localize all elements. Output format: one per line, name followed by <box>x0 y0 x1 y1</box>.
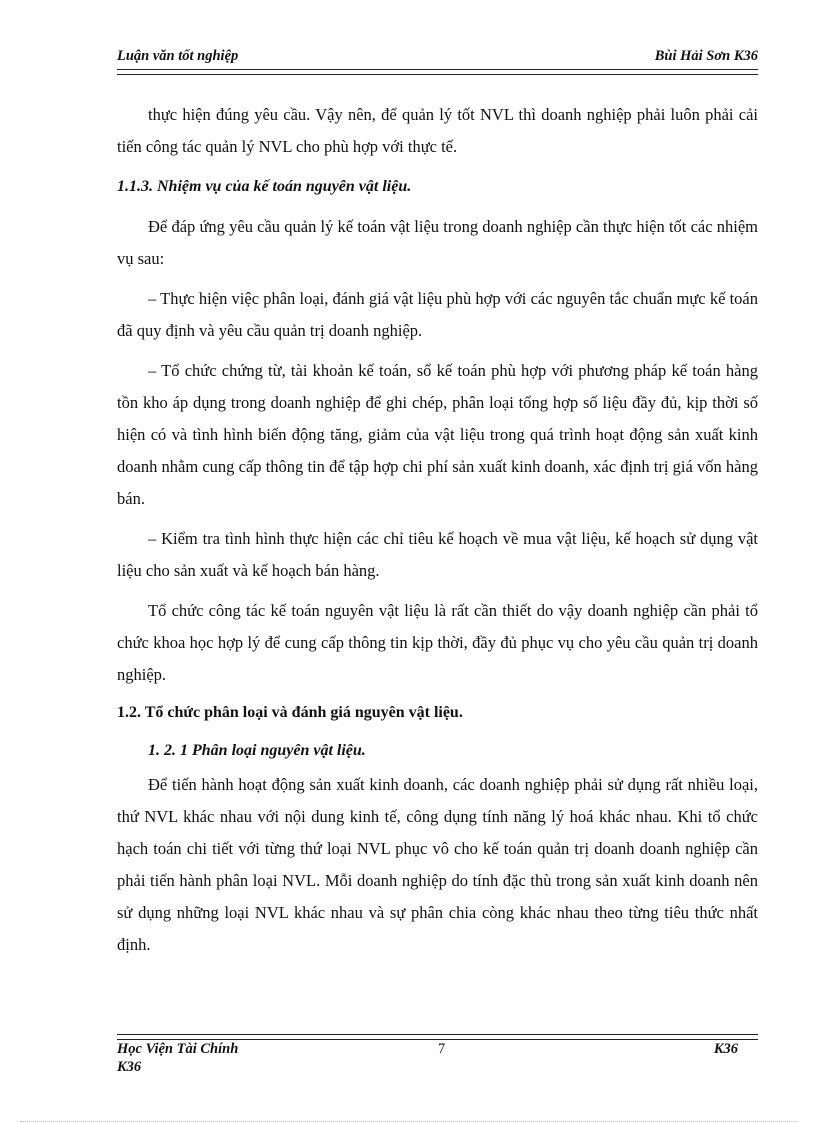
task-item-inspect: – Kiểm tra tình hình thực hiện các chỉ tiêu kế hoạch về mua vật liệu, kế hoạch sử dụng vật liệu cho sản xuất và kế hoạch bán hàng. <box>117 529 758 580</box>
paragraph-intro-tasks: Để đáp ứng yêu cầu quản lý kế toán vật liệu trong doanh nghiệp cần thực hiện tốt các nhiệm vụ sau: <box>117 217 758 268</box>
footer-institution-class: K36 <box>117 1059 142 1075</box>
footer-class: K36 <box>713 1041 738 1057</box>
header-document-type: Luận văn tốt nghiệp <box>117 48 239 64</box>
page-number: 7 <box>438 1041 446 1057</box>
section-heading-1-1-3: 1.1.3. Nhiệm vụ của kế toán nguyên vật liệu. <box>117 178 412 195</box>
footer-institution <box>117 1040 238 1076</box>
header-double-rule <box>117 69 758 75</box>
task-item-organize: – Tổ chức chứng từ, tài khoản kế toán, sổ kế toán phù hợp với phương pháp kế toán hàng tồn kho áp dụng trong doanh nghiệp để ghi chép, phân loại tổng hợp số liệu đầy đủ, kịp thời số hiện có và tình hình biến động tăng, giảm của vật liệu trong quá trình hoạt động sản xuất kinh doanh nhằm cung cấp thông tin để tập hợp chi phí sản xuất kinh doanh, xác định trị giá vốn hàng bán. <box>117 361 758 508</box>
paragraph-continuation: thực hiện đúng yêu cầu. Vậy nên, để quản lý tốt NVL thì doanh nghiệp phải luôn phải cải tiến công tác quản lý NVL cho phù hợp với thực tế. <box>117 105 758 156</box>
page-body <box>117 99 758 961</box>
section-heading-1-2: 1.2. Tổ chức phân loại và đánh giá nguyên vật liệu. <box>117 704 463 721</box>
subsection-heading-1-2-1: 1. 2. 1 Phân loại nguyên vật liệu. <box>148 742 366 759</box>
paragraph-conclusion: Tổ chức công tác kế toán nguyên vật liệu là rất cần thiết do vậy doanh nghiệp cần phải tổ chức khoa học hợp lý để cung cấp thông tin kịp thời, đầy đủ phục vụ cho yêu cầu quản trị doanh nghiệp. <box>117 601 758 684</box>
page-header <box>117 48 758 68</box>
footer-institution-name: Học Viện Tài Chính <box>117 1041 239 1057</box>
task-item-classify: – Thực hiện việc phân loại, đánh giá vật liệu phù hợp với các nguyên tắc chuẩn mực kế toán đã quy định và yêu cầu quản trị doanh nghiệp. <box>117 289 758 340</box>
page-footer <box>117 1040 758 1076</box>
header-author: Bùi Hải Sơn K36 <box>654 48 758 64</box>
page-boundary <box>20 1121 796 1122</box>
paragraph-classification: Để tiến hành hoạt động sản xuất kinh doanh, các doanh nghiệp phải sử dụng rất nhiều loại, thứ NVL khác nhau với nội dung kinh tế, công dụng tính năng lý hoá khác nhau. Khi tổ chức hạch toán chi tiết với từng thứ loại NVL phục vô cho kế toán quản trị doanh doanh nghiệp cần phải tiến hành phân loại NVL. Mỗi doanh nghiệp do tính đặc thù trong sản xuất kinh doanh nên sử dụng những loại NVL khác nhau và sự phân chia còng khác nhau theo từng tiêu thức nhất định. <box>117 775 758 954</box>
